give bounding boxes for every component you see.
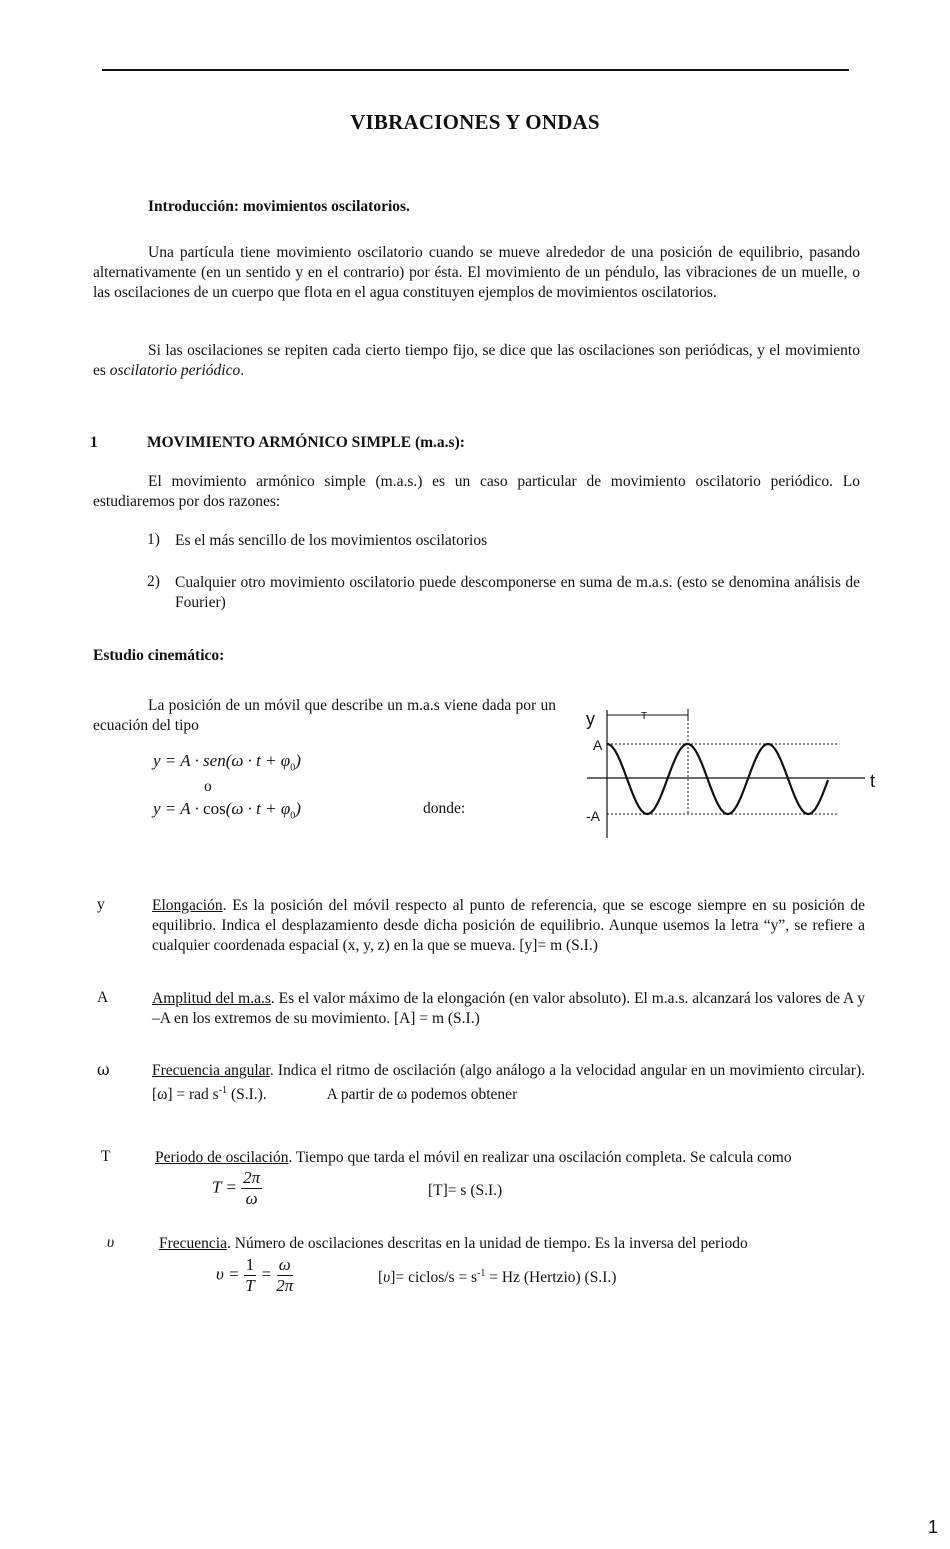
list-item-2: Cualquier otro movimiento oscilatorio puede descomponerse en suma de m.a.s. (esto se denomina análisis de Fourier) <box>175 574 860 611</box>
y-axis-label: y <box>586 709 595 729</box>
sine-wave-graph <box>580 700 885 850</box>
def-symbol-a: A <box>97 989 109 1006</box>
intro-heading: Introducción: movimientos oscilatorios. <box>148 198 410 215</box>
list-item-marker-2: 2) <box>147 573 160 590</box>
def-frecuencia: Frecuencia. Número de oscilaciones descritas en la unidad de tiempo. Es la inversa del periodo <box>159 1235 748 1252</box>
equation-or: o <box>204 778 212 795</box>
frequency-units: [υ]= ciclos/s = $s^{-1} = Hz$ (Hertzio) (S.I.) <box>378 1268 617 1287</box>
cinematic-paragraph: La posición de un móvil que describe un m.a.s viene dada por un ecuación del tipo <box>93 697 556 734</box>
def-amplitud: Amplitud del m.a.s. Es el valor máximo de la elongación (en valor absoluto). El m.a.s. alcanzará los valores de A y –A en los extremos de su movimiento. [A] = m (S.I.) <box>152 990 865 1027</box>
sine-wave-curve <box>607 744 828 814</box>
def-frecuencia-angular: Frecuencia angular. Indica el ritmo de oscilación (algo análogo a la velocidad angular en un movimiento circular). [ω] = rad $s^{-1}$ (S.I.). A partir de ω podemos obtener <box>152 1062 866 1104</box>
cinematic-heading: Estudio cinemático: <box>93 647 225 664</box>
list-item-1: Es el más sencillo de los movimientos oscilatorios <box>175 532 488 549</box>
def-symbol-nu: υ <box>107 1234 115 1251</box>
def-elongacion: Elongación. Es la posición del móvil respecto al punto de referencia, que se escoge siempre en su posición de equilibrio. Indica el desplazamiento desde dicha posición de equilibrio. Aunque usemos la letra “y”, se refiere a cualquier coordenada espacial (x, y, z) en la que se mueva. [y]= m (S.I.) <box>152 897 865 954</box>
def-periodo: Periodo de oscilación. Tiempo que tarda el móvil en realizar una oscilación completa. Se calcula como <box>155 1149 792 1166</box>
t-axis-label: t <box>870 771 876 791</box>
periodic-term: oscilatorio periódico <box>109 362 241 379</box>
list-item-marker-1: 1) <box>147 531 160 548</box>
intro-paragraph-1: Una partícula tiene movimiento oscilatorio cuando se mueve alrededor de una posición de equilibrio, pasando alternativamente (en un sentido y en el contrario) por ésta. El movimiento de un péndulo, las vibraciones de un muelle, o las oscilaciones de un cuerpo que flota en el agua constituyen ejemplos de movimientos oscilatorios. <box>93 244 860 301</box>
section-heading: MOVIMIENTO ARMÓNICO SIMPLE (m.a.s): <box>147 434 465 451</box>
def-symbol-omega: ω <box>97 1061 110 1079</box>
page-title: VIBRACIONES Y ONDAS <box>350 110 600 134</box>
def-symbol-y: y <box>97 896 105 913</box>
equation-period: T = $\frac{2\pi}{\omega}$ <box>212 1168 261 1208</box>
period-label: T <box>641 711 648 722</box>
page-number: 1 <box>927 1517 938 1537</box>
intro-paragraph-2: Si las oscilaciones se repiten cada cierto tiempo fijo, se dice que las oscilaciones son periódicas, y el movimiento es oscilatorio periódico. <box>93 342 860 379</box>
donde-label: donde: <box>423 800 466 817</box>
def-symbol-t: T <box>101 1148 111 1165</box>
period-units: [T]= s (S.I.) <box>428 1182 503 1199</box>
equation-sine: $y = A \cdot sen(\omega \cdot t + \varphi_0)$ <box>153 751 301 774</box>
section-paragraph: El movimiento armónico simple (m.a.s.) es un caso particular de movimiento oscilatorio periódico. Lo estudiaremos por dos razones: <box>93 473 860 510</box>
section-number: 1 <box>90 434 98 451</box>
amplitude-label: A <box>593 737 603 753</box>
equation-cosine: $y = A \cdot \cos(\omega \cdot t + \varphi_0)$ <box>153 799 301 822</box>
equation-frequency: υ = $\frac{1}{T}$ = $\frac{\omega}{2\pi}$ <box>216 1255 294 1295</box>
negative-amplitude-label: -A <box>586 808 600 824</box>
top-rule <box>102 69 849 71</box>
